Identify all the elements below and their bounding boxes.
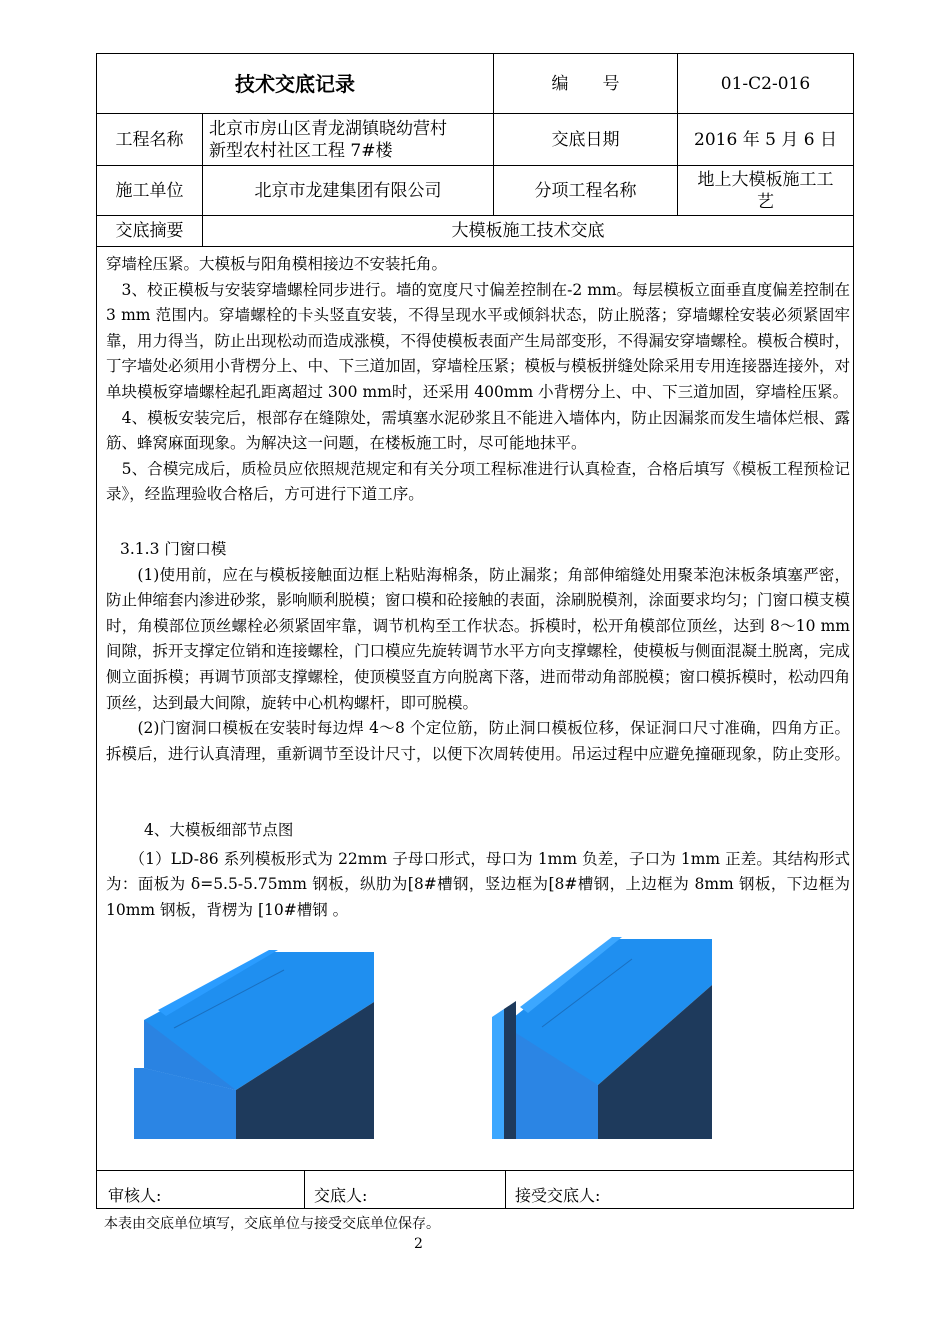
table-col-divider (304, 1170, 305, 1209)
date-value: 2016 年 5 月 6 日 (694, 129, 837, 150)
paragraph: (1)使用前，应在与模板接触面边框上粘贴海棉条，防止漏浆；角部伸缩缝处用聚苯泡沫板条填塞严密，防止伸缩套内渗进砂浆，影响顺利脱模；窗口模和砼接触的表面，涂刷脱模剂，涂面要求均匀；门窗口模支模时，角模部位顶丝螺栓必须紧固牢靠，调节机构至工作状态。拆模时，松开角模部位顶丝，达到 8～10 mm 间隙，拆开支撑定位销和连接螺栓，门口模应先旋转调节水平方向支撑螺栓，使模板与侧面混凝土脱离，完成侧立面拆模；再调节顶部支撑螺栓，使顶模竖直方向脱离下落，进而带动角部脱模；窗口模拆模时，松动四角顶丝，达到最大间隙，旋转中心机构螺杆，即可脱模。 (106, 565, 851, 712)
paragraph: （1）LD-86 系列模板形式为 22mm 子母口形式，母口为 1mm 负差，子口为 1mm 正差。其结构形式为：面板为 δ=5.5-5.75mm 钢板，纵肋为[8#槽钢，竖边框为[8#槽钢，上边框为 8mm 钢板，下边框为 10mm 钢板，背楞为 [10#槽钢 。 (106, 849, 850, 919)
document-title: 技术交底记录 (235, 71, 355, 96)
summary-label: 交底摘要 (115, 221, 184, 241)
paragraph: 穿墙栓压紧。大模板与阳角模相接边不安装托角。 (106, 255, 448, 273)
summary-value: 大模板施工技术交底 (451, 221, 605, 241)
number-value: 01-C2-016 (720, 73, 811, 94)
footer-note: 本表由交底单位填写，交底单位与接受交底单位保存。 (104, 1216, 440, 1232)
body-block-2 (106, 537, 850, 767)
subproject-label: 分项工程名称 (534, 180, 637, 201)
project-label: 工程名称 (115, 129, 184, 150)
table-border-bottom (96, 1208, 854, 1209)
page-number: 2 (414, 1236, 423, 1252)
section-heading-3-1-3: 3.1.3 门窗口模 (120, 540, 227, 558)
table-col-divider (505, 1170, 506, 1209)
receiver-signature-label: 接受交底人: (515, 1186, 601, 1205)
formwork-node-figure-left (104, 950, 374, 1139)
subproject-value-line2: 艺 (757, 191, 774, 212)
table-row-divider (96, 1170, 854, 1171)
project-value-line2: 新型农村社区工程 7#楼 (209, 140, 393, 161)
body-block-1 (106, 252, 850, 508)
presenter-signature-label: 交底人: (314, 1186, 368, 1205)
paragraph: 5、合模完成后，质检员应依照规范规定和有关分项工程标准进行认真检查，合格后填写《模板工程预检记录》，经监理验收合格后，方可进行下道工序。 (106, 459, 850, 504)
formwork-node-figure-right (462, 937, 712, 1139)
paragraph: 3、校正模板与安装穿墙螺栓同步进行。墙的宽度尺寸偏差控制在-2 mm。每层模板立面垂直度偏差控制在 3 mm 范围内。穿墙螺栓的卡头竖直安装，不得呈现水平或倾斜状态，防止脱落；穿墙螺栓安装必须紧固牢靠，用力得当，防止出现松动而造成涨模，不得使模板表面产生局部变形，不得漏安穿墙螺栓。模板合模时，丁字墙处必须用小背楞分上、中、下三道加固，穿墙栓压紧；模板与模板拼缝处除采用专用连接器连接外，对单块模板穿墙螺栓起孔距离超过 300 mm时，还采用 400mm 小背楞分上、中、下三道加固，穿墙栓压紧。 (106, 280, 851, 401)
number-label: 编 号 (551, 73, 620, 94)
subproject-value (678, 166, 853, 215)
contractor-label: 施工单位 (115, 180, 184, 201)
table-border-right (853, 53, 854, 1209)
panel-edge-strip (492, 1009, 504, 1139)
date-label: 交底日期 (551, 129, 620, 150)
subproject-value-line1: 地上大模板施工工 (697, 169, 834, 190)
reviewer-signature-label: 审核人: (108, 1186, 162, 1205)
paragraph: (2)门窗洞口模板在安装时每边焊 4～8 个定位筋，防止洞口模板位移，保证洞口尺寸准确，四角方正。拆模后，进行认真清理，重新调节至设计尺寸，以便下次周转使用。吊运过程中应避免撞砸现象，防止变形。 (106, 719, 851, 763)
table-row-divider (96, 246, 854, 247)
body-block-3 (106, 818, 850, 923)
contractor-value: 北京市龙建集团有限公司 (254, 180, 442, 201)
project-value (203, 114, 493, 165)
section-heading-4: 4、大模板细部节点图 (144, 821, 294, 839)
paragraph: 4、模板安装完后，根部存在缝隙处，需填塞水泥砂浆且不能进入墙体内，防止因漏浆而发生墙体烂根、露筋、蜂窝麻面现象。为解决这一问题，在楼板施工时，尽可能地抹平。 (106, 408, 850, 453)
project-value-line1: 北京市房山区青龙湖镇晓幼营村 (209, 118, 447, 139)
